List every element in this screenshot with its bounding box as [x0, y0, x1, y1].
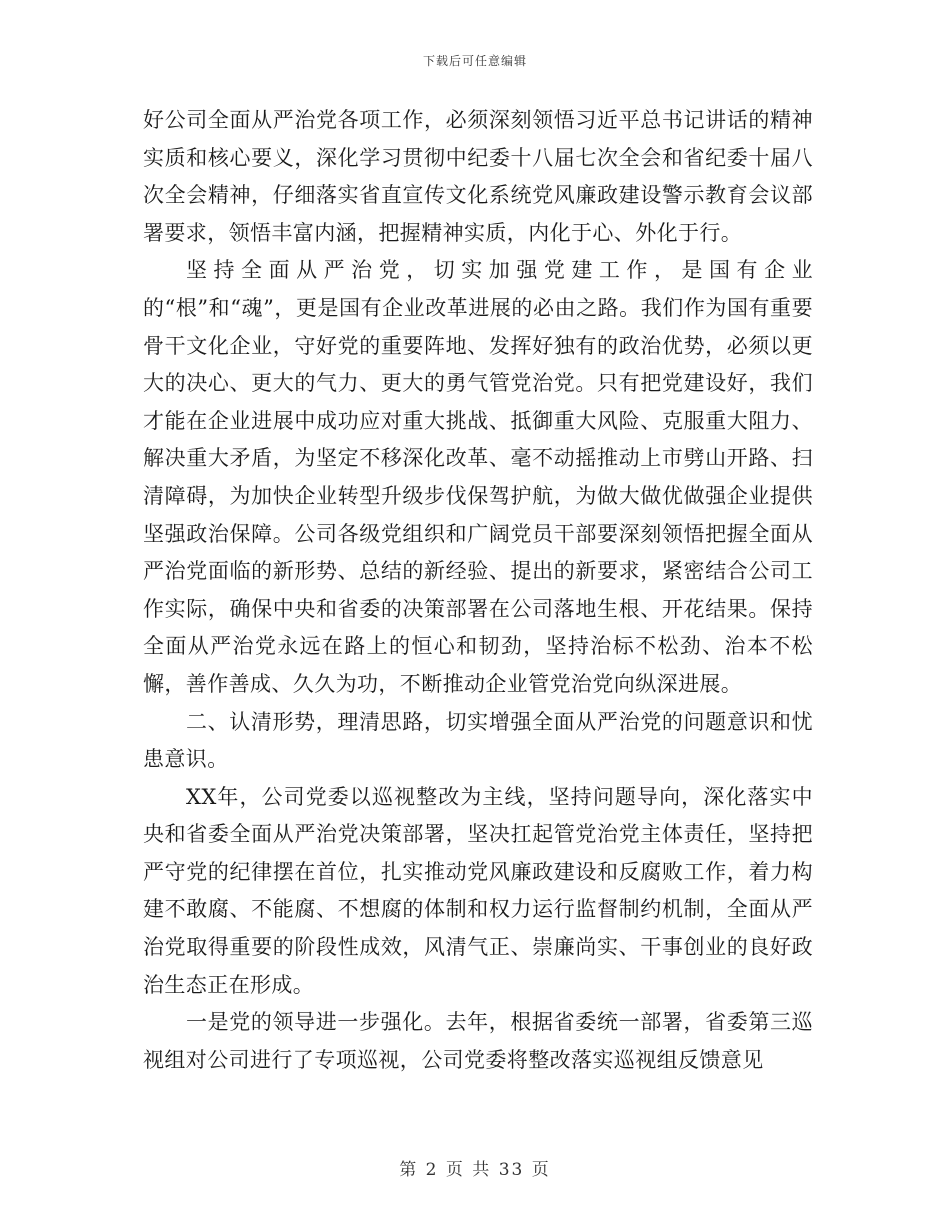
page-number: 第 2 页 共 33 页: [399, 1160, 551, 1180]
document-body: [143, 102, 813, 1079]
paragraph: 好公司全面从严治党各项工作，必须深刻领悟习近平总书记讲话的精神实质和核心要义，深化学习贯彻中纪委十八届七次全会和省纪委十届八次全会精神，仔细落实省直宣传文化系统党风廉政建设警示教育会议部署要求，领悟丰富内涵，把握精神实质，内化于心、外化于行。: [143, 108, 813, 245]
section-heading: 二、认清形势，理清思路，切实增强全面从严治党的问题意识和忧患意识。: [143, 709, 813, 772]
paragraph: 坚持全面从严治党，切实加强党建工作，是国有企业的“根”和“魂”，更是国有企业改革进展的必由之路。我们作为国有重要骨干文化企业，守好党的重要阵地、发挥好独有的政治优势，必须以更大的决心、更大的气力、更大的勇气管党治党。只有把党建设好，我们才能在企业进展中成功应对重大挑战、抵御重大风险、克服重大阻力、解决重大矛盾，为坚定不移深化改革、毫不动摇推动上市劈山开路、扫清障碍，为加快企业转型升级步伐保驾护航，为做大做优做强企业提供坚强政治保障。公司各级党组织和广阔党员干部要深刻领悟把握全面从严治党面临的新形势、总结的新经验、提出的新要求，紧密结合公司工作实际，确保中央和省委的决策部署在公司落地生根、开花结果。保持全面从严治党永远在路上的恒心和韧劲，坚持治标不松劲、治本不松懈，善作善成、久久为功，不断推动企业管党治党向纵深进展。: [143, 258, 813, 696]
paragraph: 一是党的领导进一步强化。去年，根据省委统一部署，省委第三巡视组对公司进行了专项巡视，公司党委将整改落实巡视组反馈意见: [143, 1010, 813, 1072]
paragraph: XX年，公司党委以巡视整改为主线，坚持问题导向，深化落实中央和省委全面从严治党决策部署，坚决扛起管党治党主体责任，坚持把严守党的纪律摆在首位，扎实推动党风廉政建设和反腐败工作，着力构建不敢腐、不能腐、不想腐的体制和权力运行监督制约机制，全面从严治党取得重要的阶段性成效，风清气正、崇廉尚实、干事创业的良好政治生态正在形成。: [143, 784, 813, 997]
page-header: 下载后可任意编辑: [422, 54, 527, 68]
